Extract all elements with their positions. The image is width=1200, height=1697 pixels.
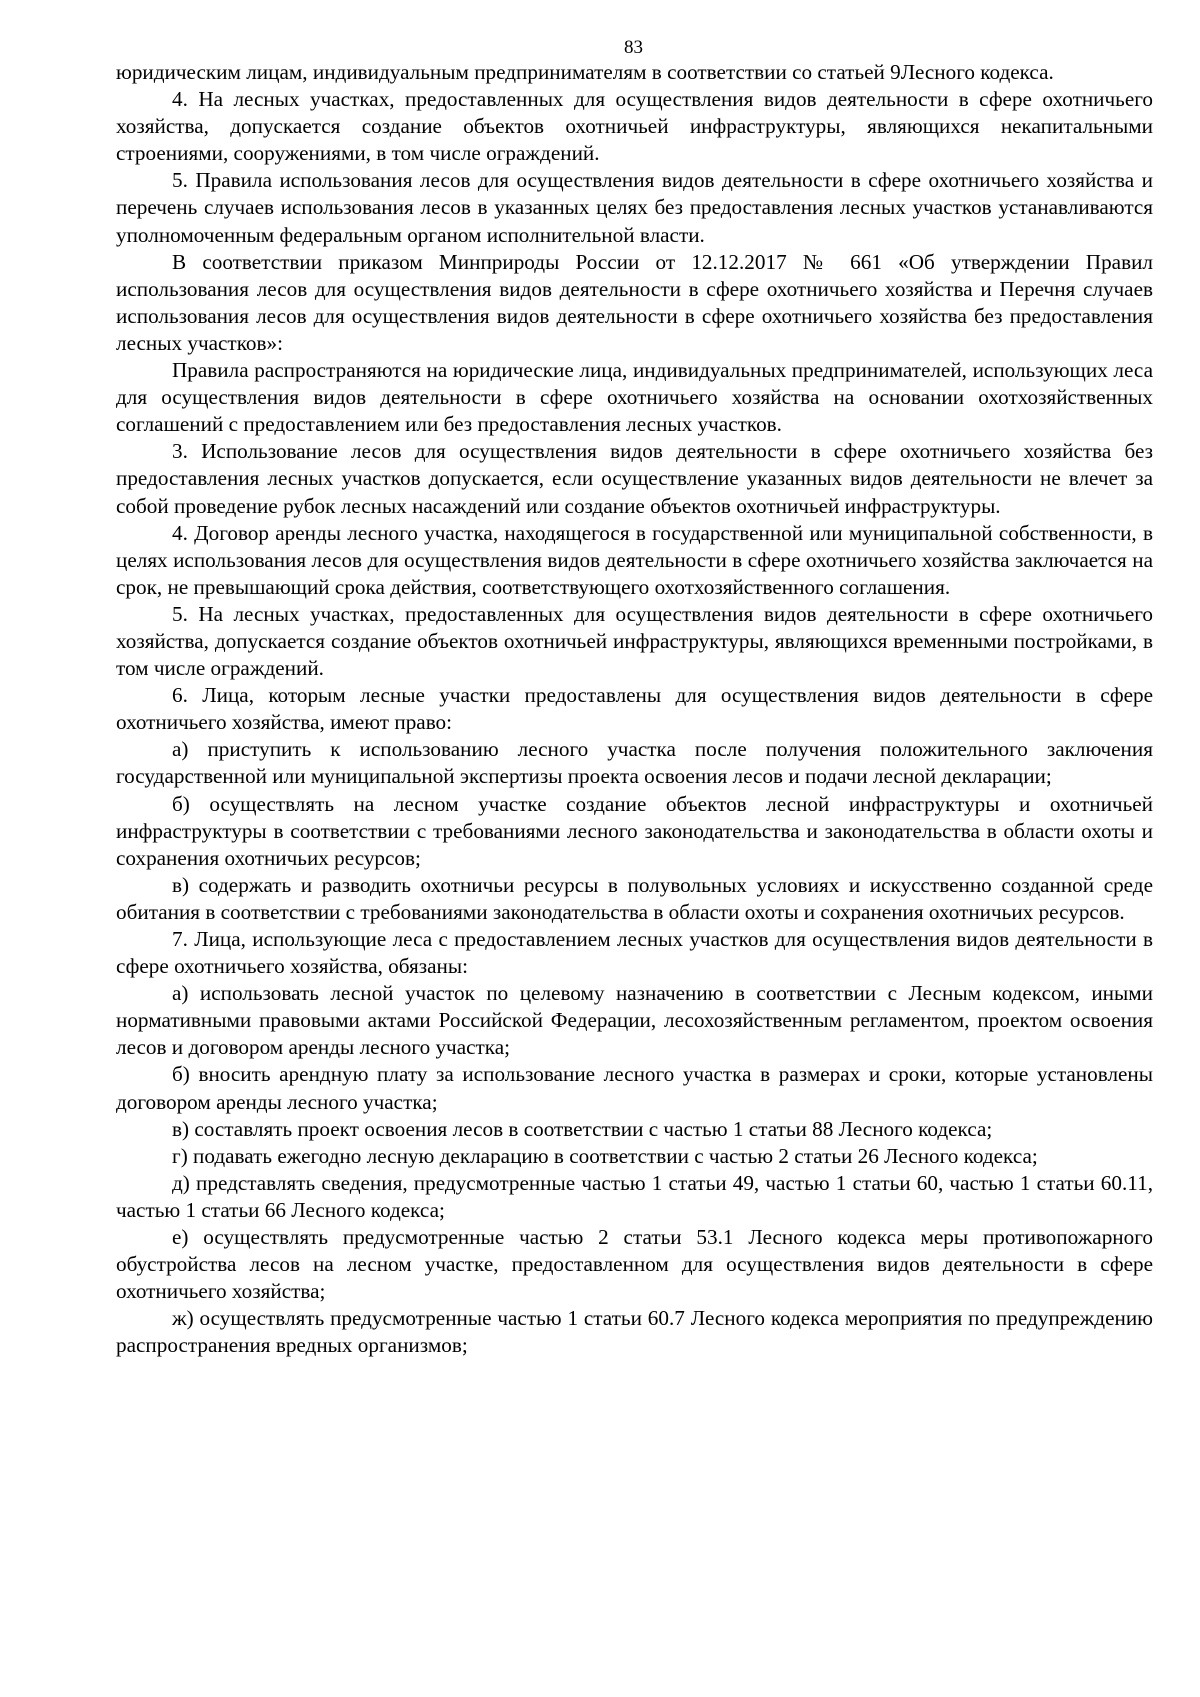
list-item-duty-d: г) подавать ежегодно лесную декларацию в соответствии с частью 2 статьи 26 Лесного кодекса; bbox=[172, 1143, 1038, 1168]
page-number: 83 bbox=[624, 37, 643, 58]
list-item-duty-f: е) осуществлять предусмотренные частью 2 статьи 53.1 Лесного кодекса меры противопожарного обустройства лесов на лесном участке, предоставленном для осуществления видов деятельности в сфере охотничьего хозяйства; bbox=[116, 1225, 1153, 1304]
list-item-right-a: а) приступить к использованию лесного участка после получения положительного заключения государственной или муниципальной экспертизы проекта освоения лесов и подачи лесной декларации; bbox=[116, 737, 1153, 789]
paragraph-item-7-duties: 7. Лица, использующие леса с предоставлением лесных участков для осуществления видов деятельности в сфере охотничьего хозяйства, обязаны: bbox=[116, 927, 1153, 979]
paragraph-rules-scope: Правила распространяются на юридические лица, индивидуальных предпринимателей, использующих леса для осуществления видов деятельности в сфере охотничьего хозяйства на основании охотхозяйственных соглашений с предоставлением или без предоставления лесных участков. bbox=[116, 358, 1153, 437]
list-item-duty-g: ж) осуществлять предусмотренные частью 1 статьи 60.7 Лесного кодекса мероприятия по предупреждению распространения вредных организмов; bbox=[116, 1306, 1153, 1358]
paragraph-item-5-rules: 5. Правила использования лесов для осуществления видов деятельности в сфере охотничьего хозяйства и перечень случаев использования лесов в указанных целях без предоставления лесных участков устанавливаются уполномоченным федеральным органом исполнительной власти. bbox=[116, 168, 1153, 247]
paragraph-item-5-temporary-structures: 5. На лесных участках, предоставленных для осуществления видов деятельности в сфере охотничьего хозяйства, допускается создание объектов охотничьей инфраструктуры, являющихся временными постройками, в том числе ограждений. bbox=[116, 601, 1153, 681]
list-item-duty-c: в) составлять проект освоения лесов в соответствии с частью 1 статьи 88 Лесного кодекса; bbox=[172, 1116, 993, 1141]
paragraph-item-4-lease: 4. Договор аренды лесного участка, находящегося в государственной или муниципальной собственности, в целях использования лесов для осуществления видов деятельности в сфере охотничьего хозяйства заключается на срок, не превышающий срока действия, соответствующего охотхозяйственного соглашения. bbox=[116, 520, 1153, 599]
paragraph-item-4-capital-structures: 4. На лесных участках, предоставленных для осуществления видов деятельности в сфере охотничьего хозяйства, допускается создание объектов охотничьей инфраструктуры, являющихся некапитальными строениями, сооружениями, в том числе ограждений. bbox=[116, 87, 1153, 166]
list-item-right-b: б) осуществлять на лесном участке создание объектов лесной инфраструктуры и охотничьей инфраструктуры в соответствии с требованиями лесного законодательства и законодательства в области охоты и сохранения охотничьих ресурсов; bbox=[116, 791, 1153, 870]
paragraph-item-6-rights: 6. Лица, которым лесные участки предоставлены для осуществления видов деятельности в сфере охотничьего хозяйства, имеют право: bbox=[116, 683, 1153, 735]
text-body bbox=[116, 59, 1153, 1360]
list-item-duty-e: д) представлять сведения, предусмотренные частью 1 статьи 49, частью 1 статьи 60, частью 1 статьи 60.11, частью 1 статьи 66 Лесного кодекса; bbox=[116, 1170, 1153, 1222]
list-item-right-c: в) содержать и разводить охотничьи ресурсы в полувольных условиях и искусственно созданной среде обитания в соответствии с требованиями законодательства в области охоты и сохранения охотничьих ресурсов. bbox=[116, 872, 1153, 924]
paragraph-ministry-order: В соответствии приказом Минприроды России от 12.12.2017 № 661 «Об утверждении Правил использования лесов для осуществления видов деятельности в сфере охотничьего хозяйства и Перечня случаев использования лесов для осуществления видов деятельности в сфере охотничьего хозяйства без предоставления лесных участков»: bbox=[116, 249, 1153, 355]
list-item-duty-b: б) вносить арендную плату за использование лесного участка в размерах и сроки, которые установлены договором аренды лесного участка; bbox=[116, 1062, 1153, 1114]
list-item-duty-a: а) использовать лесной участок по целевому назначению в соответствии с Лесным кодексом, иными нормативными правовыми актами Российской Федерации, лесохозяйственным регламентом, проектом освоения лесов и договором аренды лесного участка; bbox=[116, 981, 1153, 1060]
paragraph-continuation: юридическим лицам, индивидуальным предпринимателям в соответствии со статьей 9Лесного кодекса. bbox=[116, 60, 1054, 84]
paragraph-item-3-usage: 3. Использование лесов для осуществления видов деятельности в сфере охотничьего хозяйства без предоставления лесных участков допускается, если осуществление указанных видов деятельности не влечет за собой проведение рубок лесных насаждений или создание объектов охотничьей инфраструктуры. bbox=[116, 439, 1153, 518]
